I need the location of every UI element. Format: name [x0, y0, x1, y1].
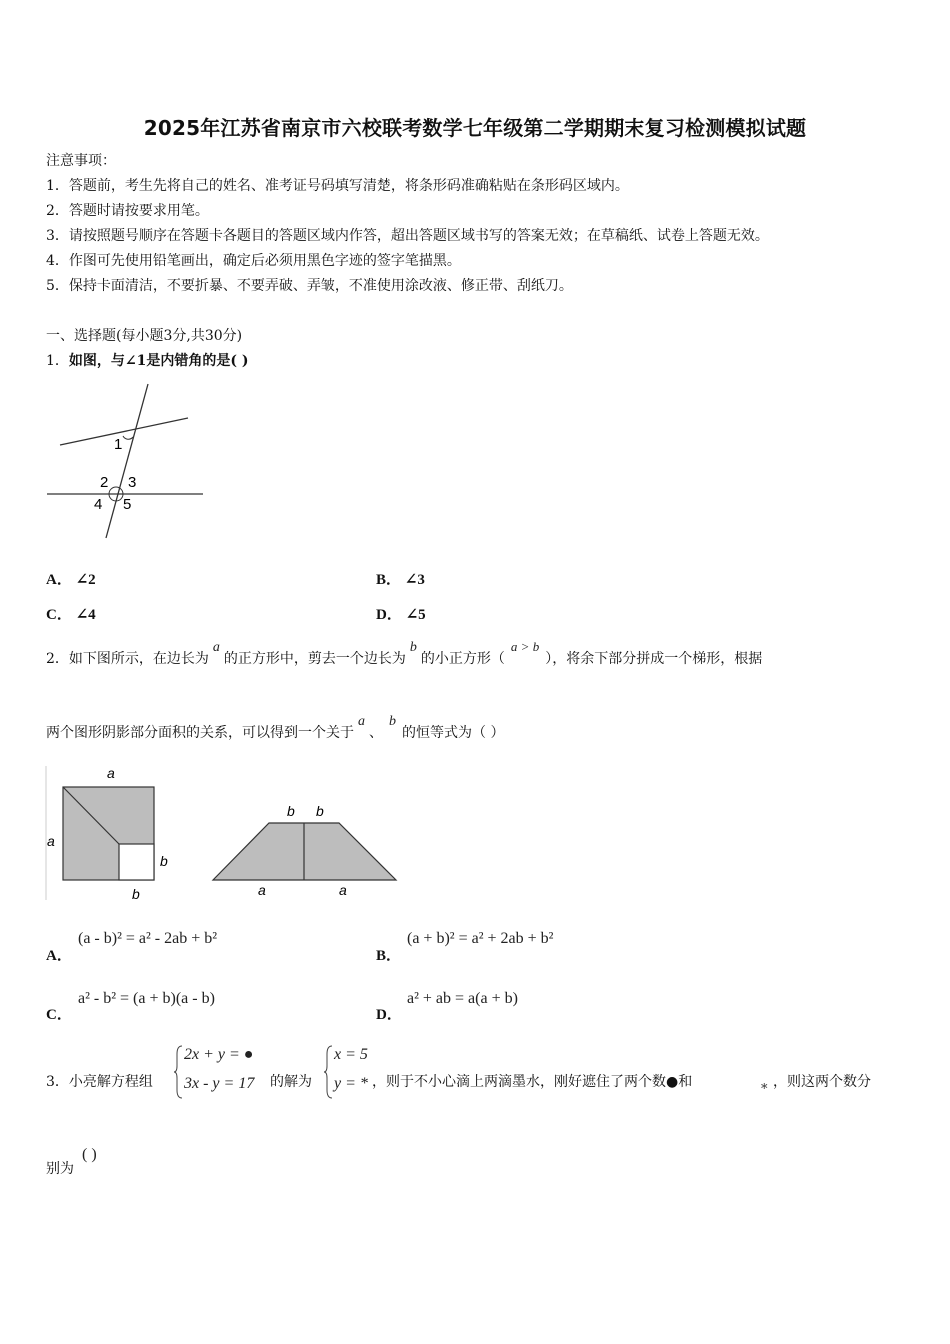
q3-stem-b: 的解为 — [270, 1074, 312, 1090]
q1-option-d[interactable] — [376, 603, 426, 624]
q3-stem-a: 小亮解方程组 — [68, 1074, 153, 1090]
q2-stem-b: 的正方形中，剪去一个边长为 — [223, 651, 406, 667]
q2-stem-c: 的小正方形（ — [420, 651, 505, 667]
note-item-1: 1．答题前，考生先将自己的姓名、准考证号码填写清楚，将条形码准确粘贴在条形码区域内。 — [46, 178, 629, 194]
q1-label-1: 1 — [114, 436, 123, 453]
notes-heading: 注意事项： — [46, 153, 116, 169]
q1-label-3: 3 — [128, 474, 137, 491]
q3-system2-eq1: x = 5 — [334, 1046, 368, 1063]
q1-option-d-letter: D． — [376, 607, 402, 623]
q2-option-a-formula: (a - b)² = a² - 2ab + b² — [78, 930, 218, 947]
q2-var-a: a — [212, 640, 220, 655]
q2-fig1-small-square — [119, 844, 154, 880]
q3-stem-d: ，则这两个数分 — [773, 1074, 871, 1090]
q2-figure-trapezoid — [205, 795, 405, 905]
q1-figure — [40, 378, 220, 543]
q2-stem-line2 — [46, 714, 505, 743]
q2-number: 2． — [46, 651, 69, 667]
q2-stem-e: 两个图形阴影部分面积的关系，可以得到一个关于 — [46, 725, 354, 741]
q2-stem-line1 — [46, 639, 763, 669]
q1-option-b-text: ∠3 — [404, 572, 425, 588]
q3-system2-brace — [324, 1044, 334, 1100]
note-item-4: 4．作图可先使用铅笔画出，确定后必须用黑色字迹的签字笔描黑。 — [46, 253, 461, 269]
q1-option-a[interactable] — [46, 568, 96, 589]
q1-option-c[interactable] — [46, 603, 96, 624]
q1-option-b-letter: B． — [376, 572, 402, 588]
q2-fig2-label-top-right: b — [316, 803, 324, 819]
q2-var-a2: a — [358, 714, 365, 729]
q2-fig1-label-top: a — [107, 765, 115, 781]
q2-option-d-formula: a² + ab = a(a + b) — [407, 990, 518, 1007]
q3-answer-paren: ( ) — [82, 1146, 97, 1163]
q1-stem — [46, 352, 249, 370]
q2-option-c-letter[interactable]: C． — [46, 1007, 72, 1023]
q2-fig2-label-top-left: b — [287, 803, 295, 819]
q2-fig2-label-bottom-right: a — [339, 882, 347, 898]
q1-label-5: 5 — [123, 496, 132, 513]
q2-separator: 、 — [369, 725, 383, 741]
q1-label-4: 4 — [94, 496, 103, 513]
q1-option-a-text: ∠2 — [75, 572, 96, 588]
q3-system2-eq2: y = * — [334, 1075, 368, 1092]
q3-stem-start — [46, 1073, 153, 1091]
q3-system1-brace — [174, 1044, 184, 1100]
q1-option-a-letter: A． — [46, 572, 72, 588]
q1-option-c-text: ∠4 — [75, 607, 96, 623]
q2-fig1-label-bottom: b — [132, 886, 140, 902]
q1-option-c-letter: C． — [46, 607, 72, 623]
q1-angle-arc-1 — [123, 436, 133, 439]
q3-system1-eq1: 2x + y = ● — [184, 1046, 254, 1063]
note-item-5: 5．保持卡面清洁，不要折暴、不要弄破、弄皱，不准使用涂改液、修正带、刮纸刀。 — [46, 278, 573, 294]
q1-label-2: 2 — [100, 474, 109, 491]
q1-line-upper — [60, 418, 188, 445]
note-item-3: 3．请按照题号顺序在答题卡各题目的答题区域内作答，超出答题区域书写的答案无效；在草稿纸、试卷上答题无效。 — [46, 228, 769, 244]
q2-condition: a > b — [510, 639, 540, 654]
q2-option-d-letter[interactable]: D． — [376, 1007, 402, 1023]
q3-system1-eq2: 3x - y = 17 — [184, 1075, 255, 1092]
q2-option-b-formula: (a + b)² = a² + 2ab + b² — [407, 930, 554, 947]
page-title: 2025年江苏省南京市六校联考数学七年级第二学期期末复习检测模拟试题 — [143, 116, 807, 140]
q1-number: 1． — [46, 353, 69, 369]
q2-var-b2: b — [389, 714, 396, 729]
q2-figure-square — [40, 760, 180, 905]
q1-text: 如图，与∠1是内错角的是( ) — [68, 353, 249, 369]
q1-transversal — [106, 384, 148, 538]
note-item-2: 2．答题时请按要求用笔。 — [46, 203, 209, 219]
q2-fig1-label-right: b — [160, 853, 168, 869]
q2-fig2-label-bottom-left: a — [258, 882, 266, 898]
q2-option-b-letter[interactable]: B． — [376, 948, 402, 964]
q1-option-d-text: ∠5 — [405, 607, 426, 623]
q2-option-c-formula: a² - b² = (a + b)(a - b) — [78, 990, 215, 1007]
q3-stem-e: 别为 — [46, 1161, 74, 1177]
q2-option-a-letter[interactable]: A． — [46, 948, 72, 964]
q2-fig1-label-left: a — [47, 833, 55, 849]
q3-star: * — [761, 1082, 768, 1097]
q2-stem-a: 如下图所示，在边长为 — [68, 651, 209, 667]
section-heading: 一、选择题(每小题3分,共30分) — [46, 328, 243, 344]
q3-stem-c: ，则于不小心滴上两滴墨水，刚好遮住了两个数●和 — [372, 1074, 693, 1090]
q2-var-b: b — [409, 640, 417, 655]
q3-number: 3． — [46, 1074, 69, 1090]
q2-stem-f: 的恒等式为（ ） — [402, 725, 505, 741]
q2-stem-d: ），将余下部分拼成一个梯形，根据 — [545, 651, 763, 667]
q1-option-b[interactable] — [376, 568, 425, 589]
